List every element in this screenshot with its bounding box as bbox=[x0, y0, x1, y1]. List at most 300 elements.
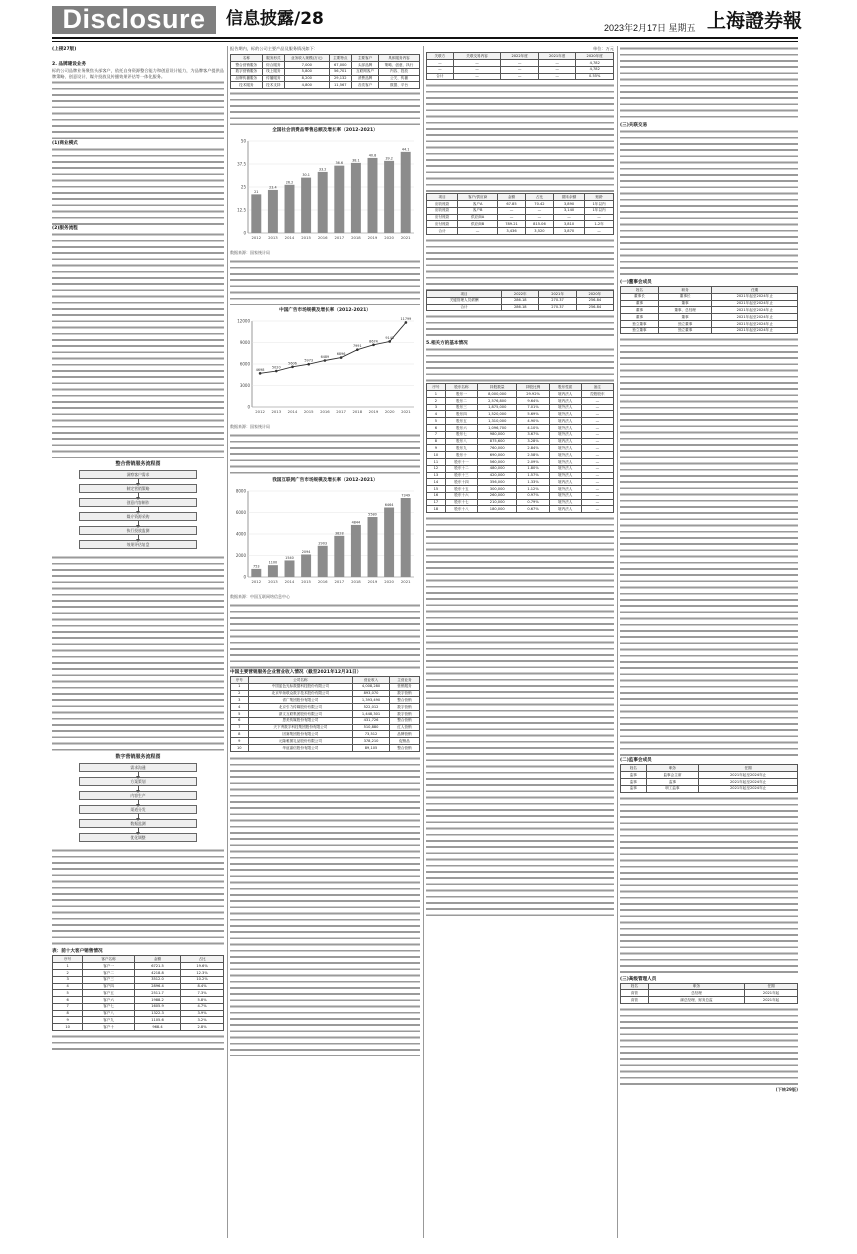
table-cell: 股东六 bbox=[445, 425, 477, 432]
data-point bbox=[291, 366, 294, 369]
table-cell: 客户八 bbox=[83, 1010, 135, 1017]
table-cell: 各类客户 bbox=[351, 82, 378, 89]
x-tick-label: 2020 bbox=[384, 579, 394, 585]
table-cell: 数据、平台 bbox=[379, 82, 420, 89]
table-cell: 1105.6 bbox=[134, 1017, 180, 1024]
table-cell: 1.12% bbox=[517, 486, 549, 493]
board-table bbox=[620, 286, 798, 334]
table-cell: 股东十二 bbox=[445, 465, 477, 472]
y-tick-label: 9000 bbox=[239, 340, 250, 346]
table-cell: — bbox=[427, 59, 454, 66]
table-row bbox=[621, 320, 798, 327]
table-header: 2022年 bbox=[502, 291, 539, 298]
y-tick-label: 12.5 bbox=[237, 207, 246, 213]
x-tick-label: 2019 bbox=[368, 409, 379, 415]
flow-step: 效果评估复盘 bbox=[79, 540, 197, 549]
table-cell: 420,000 bbox=[478, 472, 517, 479]
header-rule bbox=[52, 37, 798, 39]
data-label: 2094 bbox=[301, 550, 311, 555]
table-row bbox=[427, 397, 614, 404]
flow-step: 制定营销策略 bbox=[79, 484, 197, 493]
flow-arrow bbox=[138, 521, 139, 526]
body-text-block bbox=[230, 603, 420, 669]
table-header: 职务 bbox=[646, 765, 699, 772]
table-cell: 合计 bbox=[427, 228, 458, 235]
table-cell: 高管 bbox=[621, 997, 649, 1004]
data-label: 5606 bbox=[288, 361, 297, 366]
x-tick-label: 2020 bbox=[384, 235, 394, 241]
x-tick-label: 2017 bbox=[336, 409, 346, 415]
table-cell: 6 bbox=[53, 997, 83, 1004]
data-point bbox=[356, 349, 359, 352]
table-cell: 2021年起至2024年止 bbox=[712, 314, 798, 321]
flow-arrow bbox=[138, 479, 139, 484]
table-cell: 股东九 bbox=[445, 445, 477, 452]
table-row bbox=[427, 411, 614, 418]
table-cell: — bbox=[581, 458, 613, 465]
body-text-block bbox=[426, 347, 614, 383]
table-cell: 560,000 bbox=[478, 458, 517, 465]
table-cell: 思美传媒股份有限公司 bbox=[248, 717, 353, 724]
table-cell: 境外法人 bbox=[549, 431, 581, 438]
y-tick-label: 0 bbox=[243, 230, 246, 236]
section-heading: 5.相关方的基本情况 bbox=[426, 341, 468, 347]
table-cell: 8,200 bbox=[285, 75, 330, 82]
table-title: 表：前十大客户销售情况 bbox=[52, 949, 103, 955]
table-cell: 1,520,000 bbox=[478, 411, 517, 418]
x-tick-label: 2015 bbox=[301, 579, 311, 585]
table-cell: 客户七 bbox=[83, 1003, 135, 1010]
table-cell: 29.92% bbox=[517, 391, 549, 398]
brand-logo bbox=[52, 6, 216, 34]
chart-caption: 数据来源：国家统计局 bbox=[230, 424, 270, 430]
table-cell: 境外法人 bbox=[549, 452, 581, 459]
table-cell: 技术支持 bbox=[262, 82, 284, 89]
bar bbox=[334, 536, 344, 577]
table-cell: 11,567 bbox=[329, 82, 351, 89]
table-cell: — bbox=[581, 397, 613, 404]
table-header: 项目 bbox=[427, 194, 458, 201]
service-table bbox=[230, 54, 420, 89]
x-tick-label: 2018 bbox=[351, 235, 361, 241]
table-cell: 供应商A bbox=[458, 214, 498, 221]
body-text-block bbox=[426, 238, 614, 290]
table-cell: 2,576,800 bbox=[478, 397, 517, 404]
body-text-block bbox=[230, 433, 420, 475]
table-cell: 董事 bbox=[621, 307, 659, 314]
y-tick-label: 2000 bbox=[235, 553, 246, 559]
table-cell: 4,782 bbox=[576, 59, 614, 66]
table-header: 账龄 bbox=[585, 194, 614, 201]
table-cell: — bbox=[581, 486, 613, 493]
x-tick-label: 2013 bbox=[268, 235, 278, 241]
table-cell: 18 bbox=[427, 506, 446, 513]
table-header: 姓名 bbox=[621, 287, 659, 294]
table-header: 名称 bbox=[231, 55, 263, 62]
issue-date: 2023年2月17日 星期五 bbox=[604, 23, 696, 33]
table-header: 主要特点 bbox=[329, 55, 351, 62]
table-header: 营业收入 bbox=[353, 677, 390, 684]
table-header: 任期 bbox=[712, 287, 798, 294]
data-label: 26.2 bbox=[285, 180, 294, 185]
table-row bbox=[231, 704, 420, 711]
table-cell: 10.2% bbox=[181, 976, 224, 983]
data-point bbox=[324, 359, 327, 362]
table-cell: — bbox=[525, 207, 553, 214]
table-cell: 监事 bbox=[646, 779, 699, 786]
table-header: 序号 bbox=[427, 384, 446, 391]
table-cell: 8,000,000 bbox=[478, 391, 517, 398]
table-cell: 合计 bbox=[427, 304, 502, 311]
body-text-block bbox=[230, 91, 420, 125]
table-cell: — bbox=[458, 228, 498, 235]
x-tick-label: 2020 bbox=[384, 409, 395, 415]
table-cell: — bbox=[525, 214, 553, 221]
table-header: 持股数量 bbox=[478, 384, 517, 391]
table-cell: — bbox=[581, 499, 613, 506]
table-cell: 3.9% bbox=[181, 1010, 224, 1017]
column-4 bbox=[620, 46, 798, 1238]
table-cell: 品牌传播服务 bbox=[231, 75, 263, 82]
flow-step: 渠道分发 bbox=[79, 805, 197, 814]
internet-ad-chart bbox=[230, 485, 420, 589]
table-cell: 董事 bbox=[658, 300, 712, 307]
table-cell: 2896.4 bbox=[134, 983, 180, 990]
table-header: 主要客户 bbox=[351, 55, 378, 62]
table-header: 序号 bbox=[231, 677, 249, 684]
table-row bbox=[427, 445, 614, 452]
data-label: 6489 bbox=[320, 355, 330, 360]
table-row bbox=[427, 404, 614, 411]
table-cell: 256.84 bbox=[576, 304, 613, 311]
compensation-table bbox=[426, 290, 614, 311]
table-cell: 19.6% bbox=[181, 963, 224, 970]
table-cell: 760,000 bbox=[478, 445, 517, 452]
table-cell: 2.58% bbox=[517, 452, 549, 459]
bar bbox=[318, 172, 328, 233]
table-header: 金额 bbox=[498, 194, 526, 201]
table-cell: 整合营销服务 bbox=[231, 61, 263, 68]
table-cell: 690,000 bbox=[478, 452, 517, 459]
data-label: 11799 bbox=[400, 317, 412, 322]
table-cell: 监事 bbox=[621, 779, 647, 786]
table-cell: 股东五 bbox=[445, 418, 477, 425]
table-cell: 2021年起至2024年止 bbox=[712, 307, 798, 314]
table-cell: 省广集团股份有限公司 bbox=[248, 697, 353, 704]
data-point bbox=[405, 321, 408, 324]
table-cell: — bbox=[581, 418, 613, 425]
table-cell: 1年以内 bbox=[585, 201, 614, 208]
table-cell: 4218.8 bbox=[134, 969, 180, 976]
table-title: (二)监事会成员 bbox=[620, 758, 652, 764]
bar bbox=[384, 508, 394, 577]
table-cell: 300,000 bbox=[478, 486, 517, 493]
table-cell: 2021年起至2024年止 bbox=[699, 779, 798, 786]
table-cell: 14 bbox=[427, 479, 446, 486]
table-cell: 线上服务 bbox=[262, 68, 284, 75]
table-cell: — bbox=[498, 214, 526, 221]
table-row bbox=[621, 785, 798, 792]
competitor-table bbox=[230, 676, 420, 752]
table-row bbox=[231, 75, 420, 82]
table-cell: 4,800 bbox=[285, 82, 330, 89]
table-cell: 875,600 bbox=[478, 438, 517, 445]
table-cell: 浙文互联集团股份有限公司 bbox=[248, 711, 353, 718]
table-cell: 16 bbox=[427, 492, 446, 499]
x-tick-label: 2016 bbox=[320, 409, 330, 415]
body-text-block bbox=[52, 232, 224, 458]
bar bbox=[251, 194, 261, 233]
series-line bbox=[260, 323, 406, 374]
flow-step: 优化调整 bbox=[79, 833, 197, 842]
table-cell: 1.33% bbox=[517, 479, 549, 486]
table-cell: 红人营销 bbox=[389, 724, 419, 731]
table-cell: 境内法人 bbox=[549, 397, 581, 404]
bar bbox=[351, 525, 361, 577]
table-cell: 56,701 bbox=[329, 68, 351, 75]
table-cell: 数字营销 bbox=[389, 690, 419, 697]
table-cell: 策略、创意、执行 bbox=[379, 61, 420, 68]
table-cell: 10 bbox=[427, 452, 446, 459]
table-row bbox=[231, 683, 420, 690]
data-label: 33.2 bbox=[318, 167, 327, 172]
table-row bbox=[427, 506, 614, 513]
table-cell: 董事长 bbox=[621, 293, 659, 300]
table-cell: 3512.0 bbox=[134, 976, 180, 983]
table-cell: 高管 bbox=[621, 990, 649, 997]
column-2 bbox=[230, 46, 420, 1238]
y-tick-label: 0 bbox=[247, 404, 250, 410]
table-cell: 0.55% bbox=[576, 73, 614, 80]
table-cell: 2021年起 bbox=[745, 990, 798, 997]
table-cell: 286.18 bbox=[502, 297, 539, 304]
table-cell: 180,000 bbox=[478, 506, 517, 513]
table-header: 项目 bbox=[427, 291, 502, 298]
table-row bbox=[53, 1003, 224, 1010]
table-cell: — bbox=[581, 472, 613, 479]
table-row bbox=[427, 472, 614, 479]
table-cell: 关键管理人员薪酬 bbox=[427, 297, 502, 304]
table-cell: 监事 bbox=[621, 785, 647, 792]
table-cell: 2 bbox=[231, 690, 249, 697]
x-tick-label: 2021 bbox=[401, 409, 411, 415]
data-label: 36.6 bbox=[335, 161, 344, 166]
table-cell: 合计 bbox=[427, 73, 454, 80]
table-cell: 境内法人 bbox=[549, 391, 581, 398]
table-cell: 应收账款 bbox=[427, 207, 458, 214]
table-row bbox=[231, 744, 420, 751]
table-cell: 股东三 bbox=[445, 404, 477, 411]
table-cell: 境外法人 bbox=[549, 472, 581, 479]
table-cell: 67.85 bbox=[498, 201, 526, 208]
y-tick-label: 4000 bbox=[235, 531, 246, 537]
table-cell: 15 bbox=[427, 486, 446, 493]
table-cell: 980,000 bbox=[478, 431, 517, 438]
table-cell: 2511.7 bbox=[134, 990, 180, 997]
flow-step: 创意内容制作 bbox=[79, 498, 197, 507]
table-cell: 天下秀数字科技集团股份有限公司 bbox=[248, 724, 353, 731]
table-cell: 客户A bbox=[458, 201, 498, 208]
table-header: 股东名称 bbox=[445, 384, 477, 391]
chart-title: 我国互联网广告市场规模及增长率（2012-2021） bbox=[272, 478, 378, 484]
table-cell: 股东十 bbox=[445, 452, 477, 459]
data-point bbox=[259, 372, 262, 375]
table-header: 关联交易内容 bbox=[453, 53, 501, 60]
table-cell: 境内法人 bbox=[549, 438, 581, 445]
table-title: 中国主要营销服务企业营业收入情况（截至2021年12月31日） bbox=[230, 670, 362, 676]
table-cell: 技术服务 bbox=[231, 82, 263, 89]
table-cell: — bbox=[501, 59, 539, 66]
masthead bbox=[0, 0, 857, 38]
data-label: 5020 bbox=[271, 365, 281, 370]
table-cell: 0.97% bbox=[517, 492, 549, 499]
table-cell: 8 bbox=[53, 1010, 83, 1017]
bar bbox=[368, 517, 378, 577]
table-header: 占比 bbox=[181, 956, 224, 963]
table-cell: 职工监事 bbox=[646, 785, 699, 792]
table-cell: 286.18 bbox=[502, 304, 539, 311]
table-cell: 0.79% bbox=[517, 499, 549, 506]
table-cell: 3,810 bbox=[553, 221, 584, 228]
bar bbox=[368, 158, 378, 233]
table-cell: 境外法人 bbox=[549, 404, 581, 411]
data-label: 6896 bbox=[336, 352, 346, 357]
table-cell: 8.4% bbox=[181, 983, 224, 990]
flow-arrow bbox=[138, 814, 139, 819]
bar bbox=[318, 546, 328, 577]
table-cell: 1,448,301 bbox=[353, 711, 390, 718]
bar bbox=[285, 561, 295, 578]
data-label: 1540 bbox=[285, 556, 294, 561]
table-cell: 2 bbox=[53, 969, 83, 976]
table-cell: 数字营销服务 bbox=[231, 68, 263, 75]
table-cell: 股东十七 bbox=[445, 499, 477, 506]
x-tick-label: 2021 bbox=[400, 235, 411, 241]
data-label: 4844 bbox=[351, 520, 361, 525]
table-cell: 2.8% bbox=[181, 1024, 224, 1031]
table-cell: 7.01% bbox=[517, 404, 549, 411]
table-row bbox=[231, 697, 420, 704]
y-tick-label: 12000 bbox=[237, 318, 250, 324]
table-cell: 2021年起至2024年止 bbox=[712, 300, 798, 307]
data-label: 3828 bbox=[334, 531, 344, 536]
table-cell: 2021年起至2024年止 bbox=[712, 293, 798, 300]
paragraph: 标的公司品牌业务聚焦头部客户，依托自身资源整合能力和创意设计能力，为品牌客户提供品牌策略、创意设计、媒介投放及传播效果评估等一体化服务。 bbox=[52, 68, 224, 80]
table-cell: 29,132 bbox=[329, 75, 351, 82]
table-cell: 4.10% bbox=[517, 425, 549, 432]
table-cell: — bbox=[538, 59, 576, 66]
table-header: 任期 bbox=[745, 983, 798, 990]
table-cell: 522,012 bbox=[353, 704, 390, 711]
table-cell: — bbox=[453, 73, 501, 80]
table-cell: — bbox=[581, 492, 613, 499]
table-cell: 总经理 bbox=[648, 990, 744, 997]
table-cell: 营销服务 bbox=[389, 683, 419, 690]
table-cell: 893,070 bbox=[353, 690, 390, 697]
table-cell: 董事 bbox=[621, 300, 659, 307]
table-cell: 2.09% bbox=[517, 458, 549, 465]
table-cell: 3 bbox=[231, 697, 249, 704]
table-cell: 独立董事 bbox=[658, 320, 712, 327]
table-cell: 1,096,700 bbox=[478, 425, 517, 432]
y-tick-label: 25 bbox=[240, 184, 246, 190]
table-cell: — bbox=[581, 431, 613, 438]
flow-step: 媒介资源采购 bbox=[79, 512, 197, 521]
table-header: 客户名称 bbox=[83, 956, 135, 963]
body-text-block bbox=[52, 848, 224, 948]
data-point bbox=[275, 370, 278, 373]
table-cell: 480,000 bbox=[478, 465, 517, 472]
flow-step: 执行投放监测 bbox=[79, 526, 197, 535]
table-cell: 副总经理、财务总监 bbox=[648, 997, 744, 1004]
table-header: 备注 bbox=[581, 384, 613, 391]
table-row bbox=[427, 452, 614, 459]
data-label: 5973 bbox=[304, 358, 314, 363]
data-label: 38.1 bbox=[352, 158, 360, 163]
y-tick-label: 3000 bbox=[239, 383, 250, 389]
table-cell: 2021年起至2024年止 bbox=[712, 320, 798, 327]
table-cell: 789.21 bbox=[498, 221, 526, 228]
table-row bbox=[427, 66, 614, 73]
table-cell: 6721.5 bbox=[134, 963, 180, 970]
table-header: 关联方 bbox=[427, 53, 454, 60]
bar bbox=[401, 498, 411, 577]
table-cell: 华谊嘉信股份有限公司 bbox=[248, 744, 353, 751]
x-tick-label: 2012 bbox=[251, 235, 262, 241]
table-cell: 境外法人 bbox=[549, 445, 581, 452]
table-header: 职务 bbox=[658, 287, 712, 294]
table-cell: 3.67% bbox=[517, 431, 549, 438]
y-tick-label: 6000 bbox=[235, 510, 246, 516]
subheading: (1)商业模式 bbox=[52, 141, 78, 147]
body-text-block bbox=[52, 147, 224, 225]
table-cell: 董事、总经理 bbox=[658, 307, 712, 314]
chart-caption: 数据来源：中国互联网络信息中心 bbox=[230, 594, 290, 600]
table-cell: 1988.2 bbox=[134, 997, 180, 1004]
column-divider bbox=[617, 46, 618, 1238]
table-cell: 客户六 bbox=[83, 997, 135, 1004]
table-cell: 传播服务 bbox=[262, 75, 284, 82]
bar bbox=[268, 190, 278, 233]
table-cell: 公关、传播 bbox=[379, 75, 420, 82]
table-header: 持股比例 bbox=[517, 384, 549, 391]
table-cell: 境内法人 bbox=[549, 479, 581, 486]
bar bbox=[384, 161, 394, 233]
bar bbox=[334, 166, 344, 233]
column-divider bbox=[423, 46, 424, 1238]
table-header: 2022年度 bbox=[501, 53, 539, 60]
table-cell: 2021年起 bbox=[745, 997, 798, 1004]
table-cell: 境外法人 bbox=[549, 499, 581, 506]
subheading: (2)服务流程 bbox=[52, 226, 78, 232]
table-cell: 客户十 bbox=[83, 1024, 135, 1031]
chart-title: 全国社会消费品零售总额及增长率（2012-2021） bbox=[272, 128, 378, 134]
body-text-block bbox=[620, 337, 798, 757]
table-cell: 3,436 bbox=[498, 228, 526, 235]
table-cell: 股东四 bbox=[445, 411, 477, 418]
x-tick-label: 2019 bbox=[367, 579, 378, 585]
x-tick-label: 2014 bbox=[287, 409, 298, 415]
table-cell: 元隆雅图礼品股份有限公司 bbox=[248, 738, 353, 745]
x-tick-label: 2012 bbox=[255, 409, 265, 415]
table-cell: 供应商B bbox=[458, 221, 498, 228]
table-cell: 256.84 bbox=[576, 297, 613, 304]
section-title: 信息披露/28 bbox=[226, 9, 324, 29]
data-point bbox=[372, 344, 375, 347]
flow-step: 洞察客户需求 bbox=[79, 470, 197, 479]
table-cell: 12 bbox=[427, 465, 446, 472]
table-title: (三)高级管理人员 bbox=[620, 976, 657, 982]
